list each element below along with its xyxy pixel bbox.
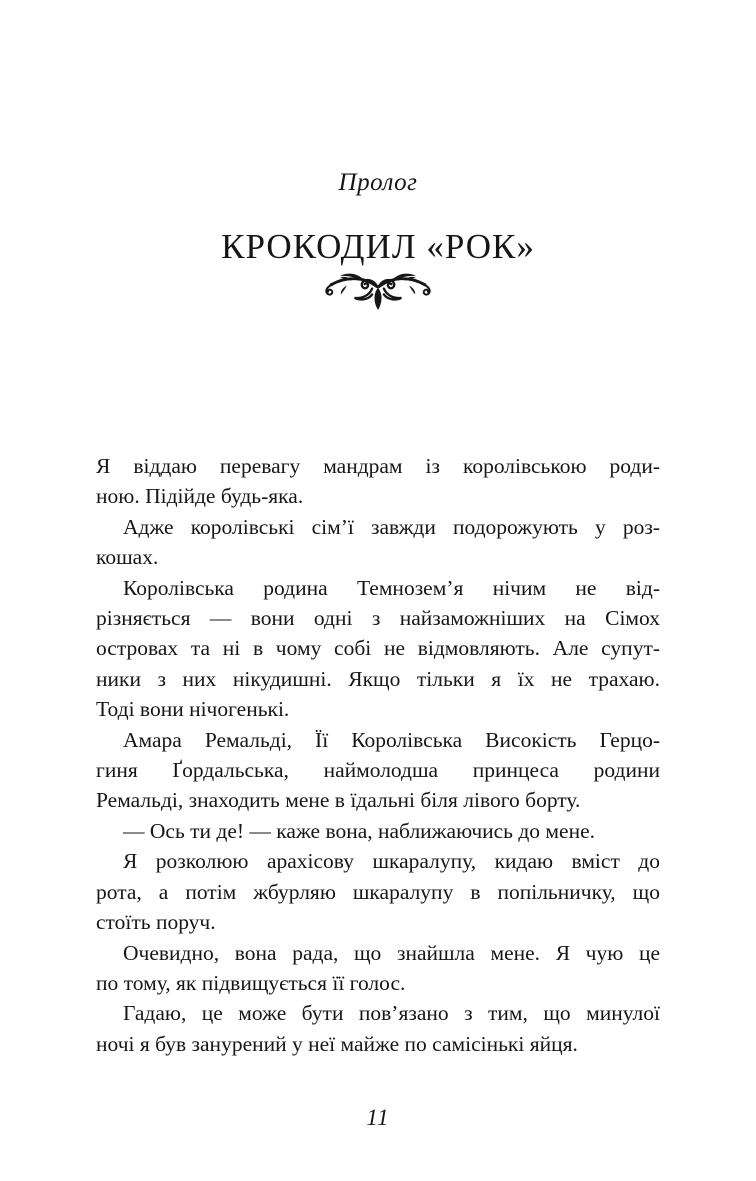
text-line: Я віддаю перевагу мандрам із королівською роди- xyxy=(96,454,660,478)
ornament-container xyxy=(0,272,756,312)
paragraph xyxy=(96,573,660,725)
text-line: стоїть поруч. xyxy=(96,910,216,935)
text-line: Очевидно, вона рада, що знайшла мене. Я чую це xyxy=(123,940,660,965)
ornament-flourish-icon xyxy=(319,272,437,312)
paragraph xyxy=(96,451,660,512)
text-line: різняється — вони одні з найзаможніших на Сімох xyxy=(96,606,660,631)
paragraph xyxy=(96,816,660,846)
text-line: кошах. xyxy=(96,545,159,570)
text-line: гиня Ґордальська, наймолодша принцеса родини xyxy=(96,758,660,783)
text-line: Королівська родина Темнозем’я нічим не від- xyxy=(123,575,660,600)
text-line: Адже королівські сім’ї завжди подорожують у роз- xyxy=(123,514,660,539)
text-line: ночі я був занурений у неї майже по самісінькі яйця. xyxy=(96,1031,578,1056)
paragraph xyxy=(96,725,660,816)
body-text xyxy=(96,451,660,1059)
chapter-title: КРОКОДИЛ «РОК» xyxy=(221,227,535,267)
text-line: рота, а потім жбурляю шкаралупу в попільничку, що xyxy=(96,879,660,904)
text-line: ною. Підійде будь-яка. xyxy=(96,484,304,509)
text-line: Я розколюю арахісову шкаралупу, кидаю вміст до xyxy=(123,849,660,874)
text-line: — Ось ти де! — каже вона, наближаючись до мене. xyxy=(123,818,596,843)
text-line: островах та ні в чому собі не відмовляють. Але супут- xyxy=(96,636,660,661)
page-number: 11 xyxy=(366,1105,390,1130)
paragraph xyxy=(96,998,660,1059)
paragraph xyxy=(96,938,660,999)
section-kicker: Пролог xyxy=(338,169,418,196)
text-line: Тоді вони нічогенькі. xyxy=(96,697,290,722)
text-line: ники з них нікудишні. Якщо тільки я їх не трахаю. xyxy=(96,666,660,691)
text-line: Амара Ремальді, Її Королівська Високість Герцо- xyxy=(123,727,660,752)
paragraph xyxy=(96,846,660,937)
text-line: Ремальді, знаходить мене в їдальні біля лівого борту. xyxy=(96,788,581,813)
text-line: Гадаю, це може бути пов’язано з тим, що минулої xyxy=(123,1001,660,1026)
text-line: по тому, як підвищується її голос. xyxy=(96,970,406,995)
paragraph xyxy=(96,512,660,573)
